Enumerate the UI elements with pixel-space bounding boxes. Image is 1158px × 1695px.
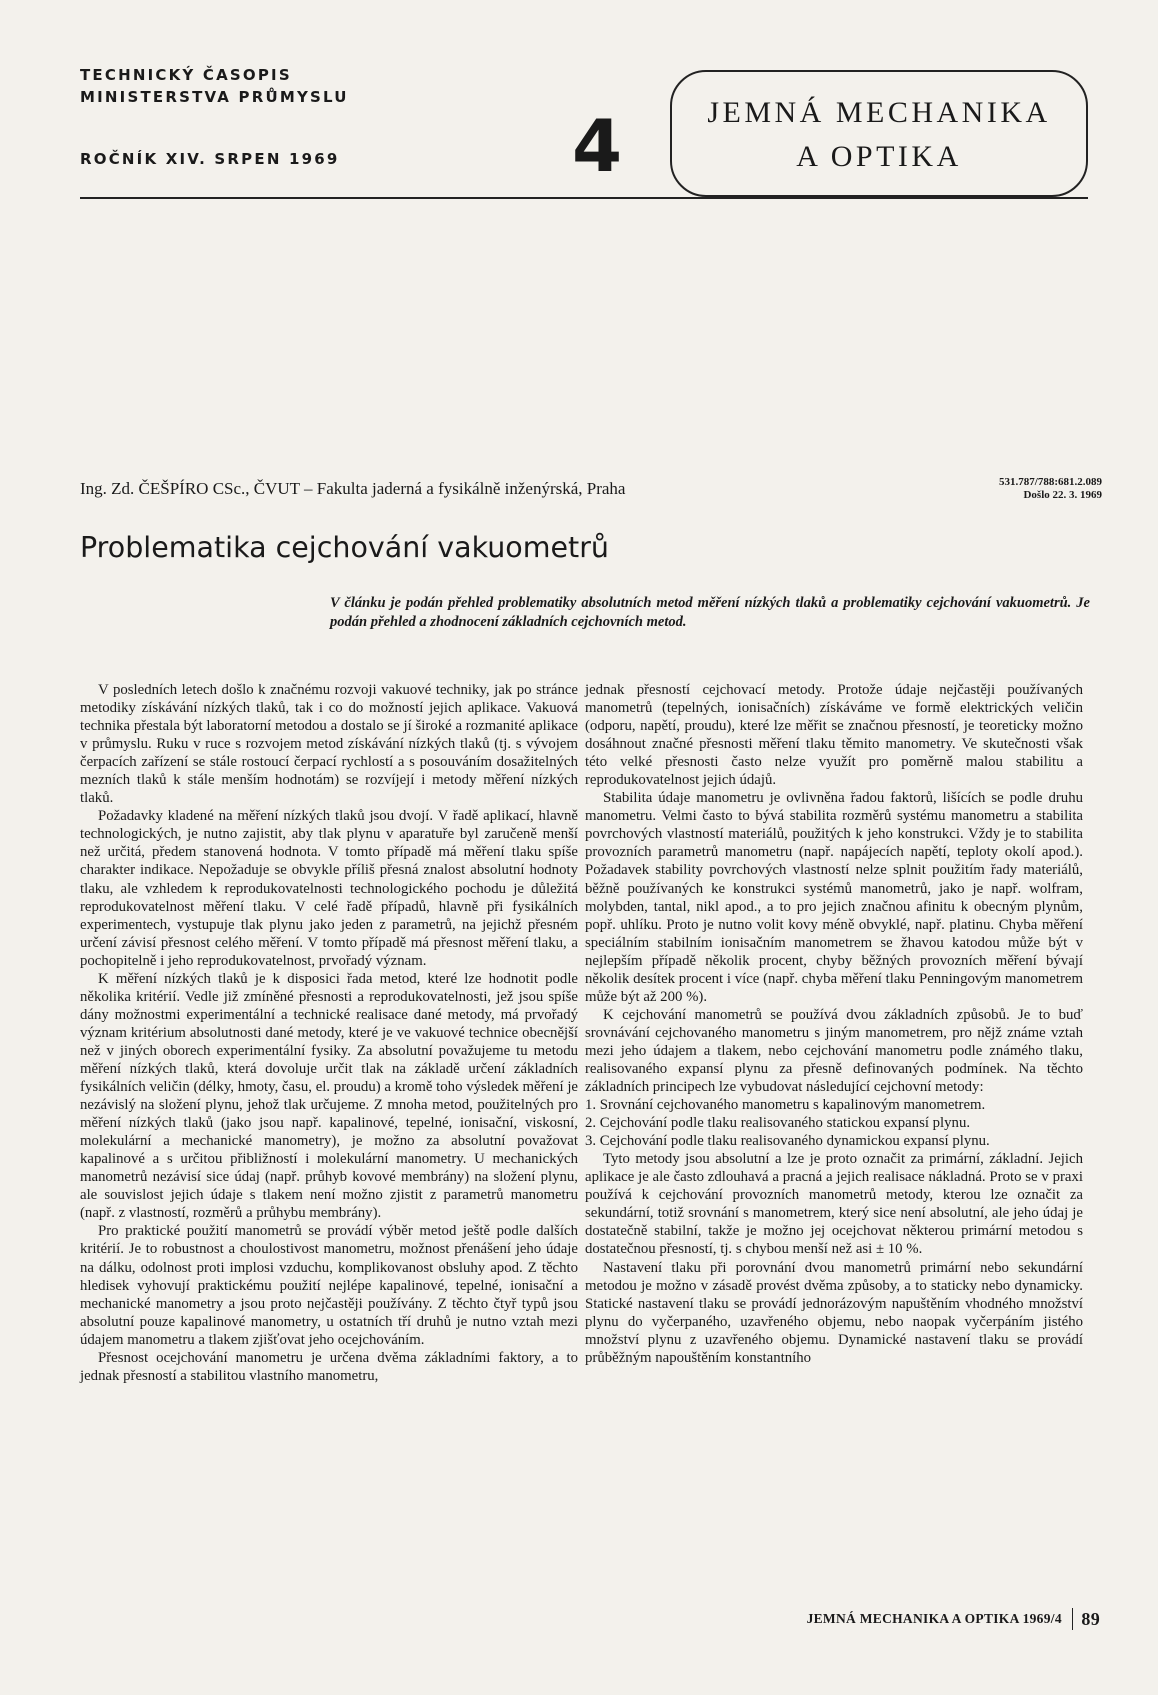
list-item: 3. Cejchování podle tlaku realisovaného dynamickou expansí plynu. bbox=[585, 1133, 990, 1150]
footer-separator bbox=[1072, 1608, 1074, 1630]
paragraph: Požadavky kladené na měření nízkých tlaků jsou dvojí. V řadě aplikací, hlavně technologických, je nutno zajistit, aby tlak plynu v aparatuře byl zaručeně menší než určitá, předem stanovená hodnota. V tomto případě má měření tlaku spíše charakter indikace. Nepožaduje se obvykle příliš přesná znalost absolutní hodnoty tlaku, ale vzhledem k reprodukovatelnosti technologického pochodu je důležitá reprodukovatelnost měření tlaku. V celé řadě případů, hlavně při fysikálních experimentech, vystupuje tlak plynu jako jeden z parametrů, na jejichž přesném určení závisí přesnost celého měření. V tomto případě má přesnost měření tlaku, a pochopitelně i jeho reprodukovatelnost, prvořadý význam. bbox=[80, 808, 578, 969]
body-column-left bbox=[80, 681, 578, 1385]
journal-title-box bbox=[670, 70, 1088, 197]
page-footer bbox=[807, 1608, 1100, 1630]
udc-code: 531.787/788:681.2.089 bbox=[999, 476, 1102, 488]
article-title: Problematika cejchování vakuometrů bbox=[80, 531, 609, 564]
masthead-divider bbox=[80, 197, 1088, 199]
page-number: 89 bbox=[1081, 1608, 1100, 1629]
publisher-line-2: MINISTERSTVA PRŮMYSLU bbox=[80, 88, 349, 106]
volume-date: ROČNÍK XIV. SRPEN 1969 bbox=[80, 150, 340, 168]
paragraph: K cejchování manometrů se používá dvou základních způsobů. Je to buď srovnávání cejchovaného manometru s jiným manometrem, pro nějž známe vztah mezi jeho údajem a tlakem, nebo cejchování manometru podle známého tlaku, realisovaného expansí plynu za přesně definovaných podmínek. Na těchto základních principech lze vybudovat následující cejchovní metody: bbox=[585, 1006, 1083, 1096]
received-date: Došlo 22. 3. 1969 bbox=[1023, 489, 1102, 501]
journal-title-line-2: A OPTIKA bbox=[796, 140, 962, 173]
paragraph: V posledních letech došlo k značnému rozvoji vakuové techniky, jak po stránce metodiky získávání nízkých tlaků, tak i co do možností jejich aplikace. Vakuová technika přestala být laboratorní metodou a dostalo se jí široké a rozmanité aplikace v průmyslu. Ruku v ruce s rozvojem metod získávání nízkých tlaků (tj. s vývojem čerpacích zařízení se stále rostoucí čerpací rychlostí a s posouváním dosažitelných mezních tlaků k stále menším hodnotám) se rozvíjejí i metody měření nízkých tlaků. bbox=[80, 682, 578, 807]
article-abstract: V článku je podán přehled problematiky absolutních metod měření nízkých tlaků a problematiky cejchování vakuometrů. Je podán přehled a zhodnocení základních cejchovních metod. bbox=[330, 595, 1090, 630]
paragraph: K měření nízkých tlaků je k disposici řada metod, které lze hodnotit podle několika kritérií. Vedle již zmíněné přesnosti a reprodukovatelnosti, jež jsou spíše dány možnostmi experimentální a technické realisace dané metody, má prvořadý význam kritérium absolutnosti dané metody, které je ve vakuové technice obecnější než v jiných oborech experimentální fysiky. Za absolutní považujeme tu metodu měření nízkých tlaků, která dovoluje určit tlak na základě určení základních fysikálních veličin (délky, hmoty, času, el. proudu) a kromě toho výsledek měření je nezávislý na složení plynu, jehož tlak určujeme. Z mnoha metod, použitelných pro měření nízkých tlaků (jako jsou např. kapalinové, tepelné, ionisační, viskosní, molekulární a mechanické manometry), je možno za absolutní považovat kapalinové a s určitou přibližností i molekulární manometry. U mechanických manometrů nezávisí sice údaj (např. průhyb kovové membrány) na složení plynu, ale souvislost jejich údaje s tlakem není možno zjistit z parametrů manometru (např. z vlastností, rozměrů a průhybu membrány). bbox=[80, 970, 578, 1222]
paragraph: Stabilita údaje manometru je ovlivněna řadou faktorů, lišících se podle druhu manometru. Velmi často to bývá stabilita rozměrů systému manometru a stabilita povrchových vlastností materiálů, použitých k jeho konstrukci. Vždy je to stabilita provozních parametrů manometru (např. napájecích napětí, teploty okolí apod.). Požadavek stability povrchových vlastností nelze splnit použitím řady materiálů, běžně používaných ke konstrukci systémů manometrů, jako je např. wolfram, molybden, tantal, nikl apod., a to pro jejich značnou afinitu k obecným plynům, popř. uhlíku. Proto je nutno volit kovy méně obvyklé, např. platinu. Chyba měření speciálním stabilním ionisačním manometrem se žhavou katodou může být v nejlepším případě několik procent, chyby běžných provozních měření bývají několik desítek procent i více (např. chyba měření tlaku Penningovým manometrem může být až 200 %). bbox=[585, 790, 1083, 1005]
issue-number: 4 bbox=[572, 104, 623, 188]
classification-block bbox=[999, 476, 1102, 502]
paragraph: Nastavení tlaku při porovnání dvou manometrů primární nebo sekundární metodou je možno v zásadě provést dvěma způsoby, a to staticky nebo dynamicky. Statické nastavení tlaku se provádí jednorázovým napuštěním vhodného množství plynu do vyčerpaného, uzavřeného objemu, nebo naopak vyčerpáním jistého množství plynu z uzavřeného objemu. Dynamické nastavení tlaku se provádí průběžným napouštěním konstantního bbox=[585, 1259, 1083, 1366]
publisher-line-1: TECHNICKÝ ČASOPIS bbox=[80, 66, 292, 84]
article-author: Ing. Zd. ČEŠPÍRO CSc., ČVUT – Fakulta jaderná a fysikálně inženýrská, Praha bbox=[80, 479, 626, 498]
journal-title-line-1: JEMNÁ MECHANIKA bbox=[707, 96, 1051, 129]
paragraph: Tyto metody jsou absolutní a lze je proto označit za primární, základní. Jejich aplikace je ale často zdlouhavá a pracná a jejich realisace nákladná. Proto se v praxi používá k cejchování provozních manometrů metody, kterou lze označit za sekundární, totiž srovnání s manometrem, který sice není absolutní, ale jeho údaj je dostatečně stabilní, takže je možno jej ocejchovat některou primární metodou s dostatečnou přesností, tj. s chybou menší než asi ± 10 %. bbox=[585, 1151, 1083, 1258]
paragraph: Pro praktické použití manometrů se provádí výběr metod ještě podle dalších kritérií. Je to robustnost a choulostivost manometru, možnost přenášení jeho údaje na dálku, odolnost proti implosi vzduchu, komplikovanost obsluhy apod. Z těchto hledisek vyhovují praktickému použití nejlépe kapalinové, tepelné, ionisační a mechanické manometry a jsou proto nejčastěji používány. Z těchto čtyř typů jsou absolutní pouze kapalinové manometry, u ostatních tří druhů je nutno vztah mezi údajem manometru a tlakem zjišťovat jeho ocejchováním. bbox=[80, 1223, 578, 1348]
paragraph: Přesnost ocejchování manometru je určena dvěma základními faktory, a to jednak přesností a stabilitou vlastního manometru, bbox=[80, 1349, 578, 1384]
list-item: 1. Srovnání cejchovaného manometru s kapalinovým manometrem. bbox=[585, 1097, 986, 1114]
publisher-block bbox=[80, 64, 400, 170]
body-column-right bbox=[585, 681, 1083, 1367]
paragraph-continued: jednak přesností cejchovací metody. Protože údaje nejčastěji používaných manometrů (tepelných, ionisačních) získáváme ve formě elektrických veličin (odporu, napětí, proudu), které lze měřit se značnou přesností, je teoreticky možno dosáhnout značné přesnosti měření tlaku těmito manometry. Ve skutečnosti však této velké přesnosti často nelze využít pro poměrně malou stabilitu a reprodukovatelnost jejich údajů. bbox=[585, 682, 1083, 789]
footer-journal: JEMNÁ MECHANIKA A OPTIKA 1969/4 bbox=[806, 1611, 1062, 1626]
list-item: 2. Cejchování podle tlaku realisovaného statickou expansí plynu. bbox=[585, 1115, 971, 1132]
